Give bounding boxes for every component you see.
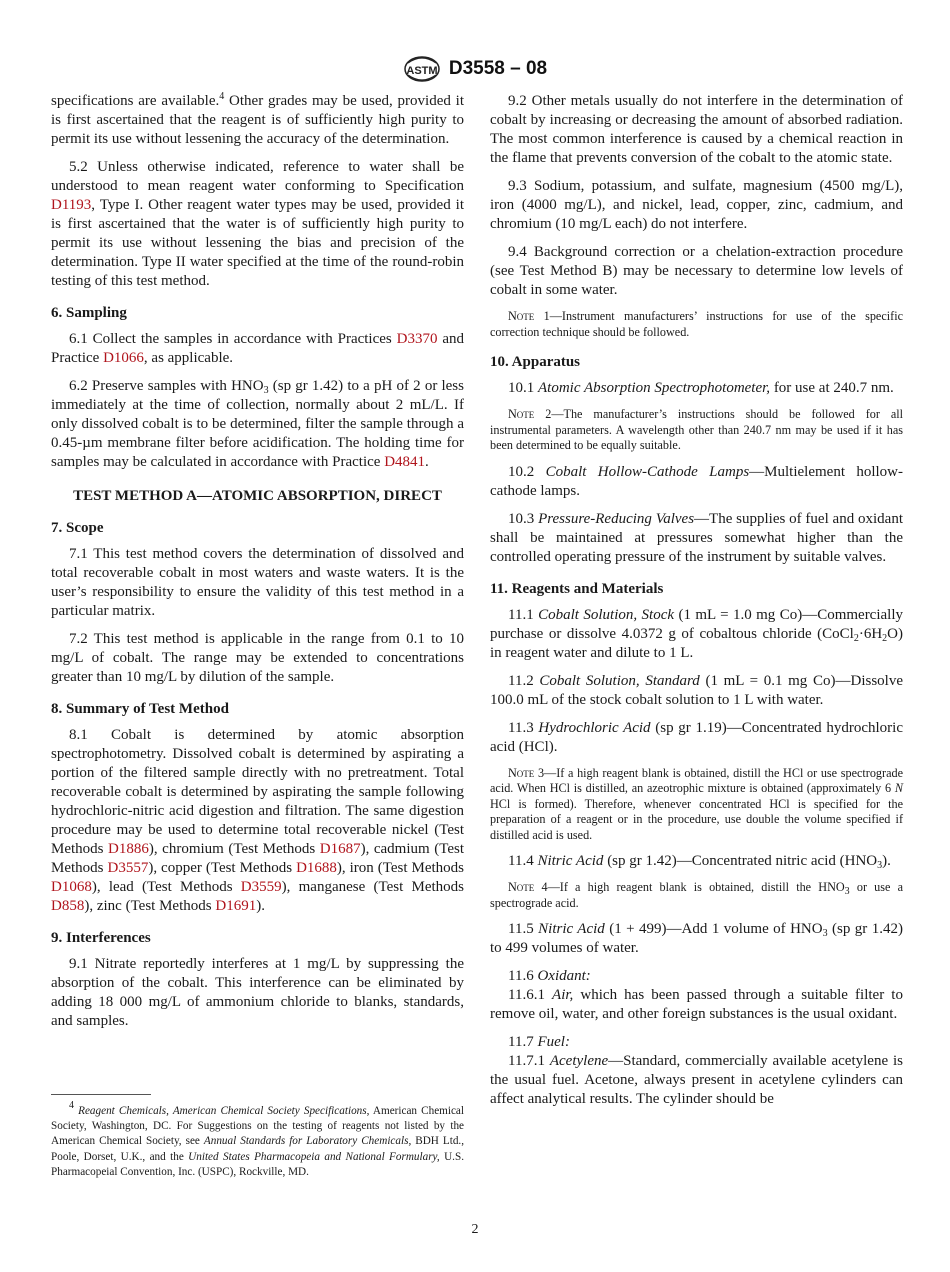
paragraph-11-7: 11.7 Fuel:	[508, 1034, 570, 1050]
footnote-divider	[51, 1094, 151, 1095]
paragraph-9-4: 9.4 Background correction or a chelation-extraction procedure (see Test Method B) may be necessary to determine low levels of cobalt in some water.	[490, 244, 903, 298]
paragraph-11-6: 11.6 Oxidant:	[508, 968, 591, 984]
paragraph-7-2: 7.2 This test method is applicable in the range from 0.1 to 10 mg/L of cobalt. The range may be extended to concentrations greater than 10 mg/L by dilution of the sample.	[51, 631, 464, 685]
paragraph-9-1: 9.1 Nitrate reportedly interferes at 1 mg/L by suppressing the absorption of the cobalt. This interference can be eliminated by adding 18 000 mg/L of ammonium chloride to blanks, standards, and samples.	[51, 956, 464, 1029]
section-heading-summary: 8. Summary of Test Method	[51, 701, 229, 717]
paragraph-11-5: 11.5 Nitric Acid (1 + 499)—Add 1 volume of $HNO_3$ (sp gr 1.42) to 499 volumes of water.	[490, 921, 903, 956]
paragraph-11-1: 11.1 Cobalt Solution, Stock (1 mL = 1.0 mg Co)—Commercially purchase or dissolve 4.0372 g of cobaltous chloride $(CoCl_2\cdot 6H_2O)$ in reagent water and dilute to 1 L.	[490, 606, 904, 661]
paragraph-9-3: 9.3 Sodium, potassium, and sulfate, magnesium (4500 mg/L), iron (4000 mg/L), and nickel, lead, copper, zinc, cadmium, and chromium (10 mg/L each) do not interfere.	[490, 178, 903, 232]
note-2: Note 2—The manufacturer’s instructions should be followed for all instrumental parameters. A wavelength other than 240.7 nm may be used if it has been determined to be equally suitable.	[490, 407, 903, 452]
paragraph-6-1: 6.1 Collect the samples in accordance with Practices D3370 and Practice D1066, as applicable.	[51, 331, 464, 366]
note-3: Note 3—If a high reagent blank is obtained, distill the HCl or use spectrograde acid. When HCl is distilled, an azeotrophic mixture is obtained (approximately 6 N HCl is formed). Therefore, whenever concentrated HCl is specified for the preparation of a reagent or in the procedure, use double the volume specified if distilled acid is used.	[490, 765, 903, 842]
link-d1068[interactable]: D1068	[51, 879, 92, 895]
right-column	[490, 92, 903, 1118]
paragraph-10-3: 10.3 Pressure-Reducing Valves—The supplies of fuel and oxidant shall be maintained at pressures somewhat higher than the controlled operating pressure of the instrument by suitable valves.	[490, 510, 903, 565]
paragraph-10-2: 10.2 Cobalt Hollow-Cathode Lamps—Multielement hollow-cathode lamps.	[490, 463, 904, 499]
page-number: 2	[471, 1222, 479, 1237]
paragraph-11-6-1: 11.6.1 Air, which has been passed through a suitable filter to remove oil, water, and other foreign substances is the usual oxidant.	[490, 987, 903, 1022]
test-method-title: TEST METHOD A—ATOMIC ABSORPTION, DIRECT	[73, 488, 442, 504]
link-d1691[interactable]: D1691	[215, 898, 257, 914]
paragraph-8-1: 8.1 Cobalt is determined by atomic absorption spectrophotometry. Dissolved cobalt is determined by aspirating a portion of the filtered sample directly with no pretreatment. Total recoverable cobalt is determined by aspirating the sample following hydrochloric-nitric acid digestion and filtration. The same digestion procedure may be used to determine total recoverable nickel (Test Methods D1886), chromium (Test Methods D1687), cadmium (Test Methods D3557), copper (Test Methods D1688), iron (Test Methods D1068), lead (Test Methods D3559), manganese (Test Methods D858), zinc (Test Methods D1691).	[51, 727, 465, 914]
link-d4841[interactable]: D4841	[384, 454, 426, 470]
paragraph-9-2: 9.2 Other metals usually do not interfere in the determination of cobalt by increasing or decreasing the amount of absorbed radiation. The most common interference is caused by a chemical reaction in the flame that prevents conversion of the cobalt to the atomic state.	[490, 93, 903, 166]
standard-designation: D3558 – 08	[448, 58, 548, 79]
astm-logo-icon	[403, 55, 441, 83]
svg-text:ASTM: ASTM	[406, 65, 438, 77]
paragraph-11-3: 11.3 Hydrochloric Acid (sp gr 1.19)—Concentrated hydrochloric acid (HCl).	[490, 719, 903, 755]
link-d1687[interactable]: D1687	[319, 841, 361, 857]
link-d3370[interactable]: D3370	[396, 331, 438, 347]
section-heading-apparatus: 10. Apparatus	[490, 354, 581, 370]
paragraph-6-2: 6.2 Preserve samples with $HNO_3$ (sp gr 1.42) to a pH of 2 or less immediately at the time of collection, normally about 2 mL/L. If only dissolved cobalt is to be determined, filter the sample through a 0.45-µm membrane filter before acidification. The holding time for samples may be calculated in accordance with Practice D4841.	[51, 378, 464, 470]
link-d1886[interactable]: D1886	[108, 841, 149, 857]
paragraph-11-2: 11.2 Cobalt Solution, Standard (1 mL = 0.1 mg Co)—Dissolve 100.0 mL of the stock cobalt solution to 1 L with water.	[490, 672, 903, 708]
paragraph-11-7-1: 11.7.1 Acetylene—Standard, commercially available acetylene is the usual fuel. Acetone, always present in acetylene cylinders can affect analytical results. The cylinder should be	[490, 1053, 903, 1107]
page-header	[0, 55, 950, 85]
link-d3559[interactable]: D3559	[240, 879, 282, 895]
footnote-ref[interactable]: 4	[219, 91, 225, 102]
section-heading-scope: 7. Scope	[51, 520, 104, 536]
paragraph-5-2: 5.2 Unless otherwise indicated, reference to water shall be understood to mean reagent water conforming to Specification D1193, Type I. Other reagent water types may be used, provided it is first ascertained that the water is of sufficiently high purity to permit its use without lessening the bias and precision of the determination. Type II water specified at the time of the round-robin testing of this test method.	[51, 159, 464, 289]
link-d858[interactable]: D858	[51, 898, 85, 914]
link-d1688[interactable]: D1688	[296, 860, 337, 876]
footnote-4: $^4$ Reagent Chemicals, American Chemical Society Specifications, American Chemical Society, Washington, DC. For Suggestions on the testing of reagents not listed by the American Chemical Society, see Annual Standards for Laboratory Chemicals, BDH Ltd., Poole, Dorset, U.K., and the United States Pharmacopeia and National Formulary, U.S. Pharmacopeial Convention, Inc. (USPC), Rockville, MD.	[51, 1100, 465, 1178]
paragraph-7-1: 7.1 This test method covers the determination of dissolved and total recoverable cobalt in most waters and waste waters. It is the user’s responsibility to ensure the validity of this test method in a particular matrix.	[51, 546, 464, 619]
paragraph-5-1-continued: specifications are available.$^4$ Other grades may be used, provided it is first ascertained that the reagent is of sufficiently high purity to permit its use without lessening the accuracy of the determination.	[51, 91, 465, 147]
paragraph-10-1: 10.1 Atomic Absorption Spectrophotometer, for use at 240.7 nm.	[508, 380, 894, 396]
link-d3557[interactable]: D3557	[107, 860, 149, 876]
left-column	[51, 92, 464, 1040]
section-heading-sampling: 6. Sampling	[51, 305, 127, 321]
section-heading-reagents: 11. Reagents and Materials	[490, 580, 664, 597]
note-4: Note 4—If a high reagent blank is obtained, distill the $HNO_3$ or use a spectrograde acid.	[490, 880, 904, 910]
link-d1066[interactable]: D1066	[103, 350, 144, 366]
link-d1193[interactable]: D1193	[51, 197, 92, 213]
paragraph-11-4: 11.4 Nitric Acid (sp gr 1.42)—Concentrated nitric acid $(HNO_3)$.	[508, 853, 891, 871]
note-1: Note 1—Instrument manufacturers’ instructions for use of the specific correction technique should be followed.	[490, 309, 903, 339]
section-heading-interferences: 9. Interferences	[51, 930, 151, 946]
